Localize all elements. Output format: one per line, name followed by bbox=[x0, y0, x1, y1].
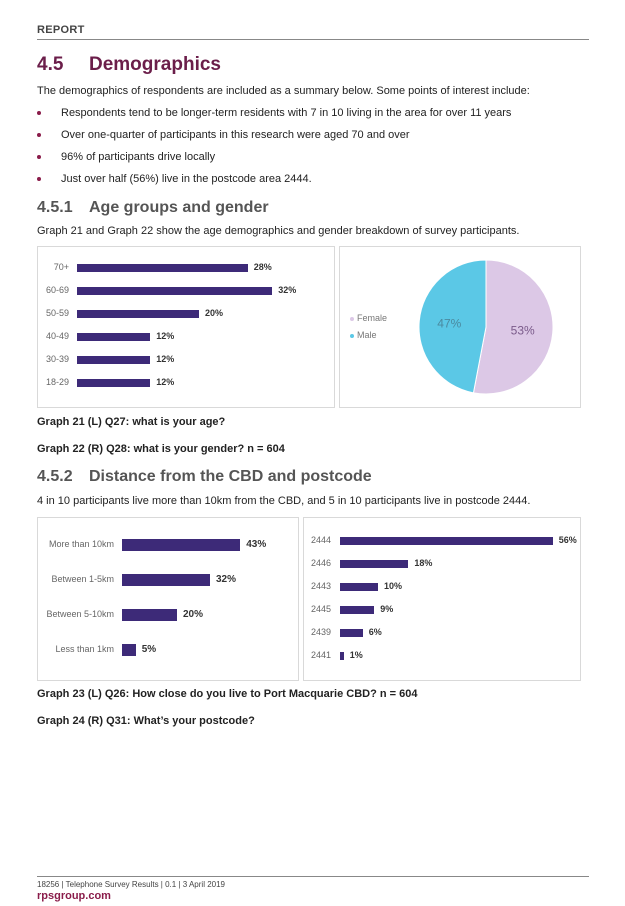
bar bbox=[77, 264, 248, 272]
bar-value-label: 6% bbox=[368, 627, 382, 637]
bar bbox=[340, 629, 363, 637]
bar bbox=[122, 574, 210, 586]
subsection-number: 4.5.2 bbox=[37, 468, 73, 485]
bar bbox=[77, 333, 150, 341]
bar-value-label: 20% bbox=[183, 609, 204, 620]
bar-value-label: 12% bbox=[156, 377, 175, 387]
footer-text: 18256 | Telephone Survey Results | 0.1 | 3 April 2019 bbox=[37, 880, 225, 889]
bullet-dot bbox=[37, 155, 41, 159]
bar bbox=[340, 606, 374, 614]
bar-value-label: 32% bbox=[216, 574, 237, 585]
gender-chart bbox=[339, 246, 581, 408]
bar bbox=[77, 356, 150, 364]
bullet-text: Over one-quarter of participants in this research were aged 70 and over bbox=[61, 129, 410, 141]
age-chart bbox=[37, 246, 335, 408]
legend-male-swatch bbox=[350, 334, 354, 338]
section-heading bbox=[37, 54, 221, 76]
footer-divider bbox=[37, 876, 589, 877]
pie-slice-label: 47% bbox=[437, 316, 462, 331]
subsection-number: 4.5.1 bbox=[37, 199, 73, 216]
bar-value-label: 18% bbox=[414, 558, 433, 568]
bar bbox=[340, 652, 344, 660]
bar-value-label: 43% bbox=[246, 539, 267, 550]
bar-category-label: 70+ bbox=[53, 262, 69, 272]
bar-value-label: 56% bbox=[558, 535, 577, 545]
caption-graph-22: Graph 22 (R) Q28: what is your gender? n = 604 bbox=[37, 443, 285, 455]
subsection-heading bbox=[37, 199, 269, 217]
subsection-title: Age groups and gender bbox=[89, 199, 269, 216]
distance-chart bbox=[37, 517, 299, 681]
bar-value-label: 12% bbox=[156, 331, 175, 341]
bar-category-label: Less than 1km bbox=[55, 644, 114, 654]
legend-male-label: Male bbox=[357, 330, 377, 340]
bar-category-label: 18-29 bbox=[45, 377, 69, 387]
report-header: REPORT bbox=[37, 24, 85, 36]
bullet-item bbox=[37, 129, 597, 143]
intro-paragraph: The demographics of respondents are included as a summary below. Some points of interest include: bbox=[37, 85, 530, 97]
bullet-item bbox=[37, 107, 597, 121]
bar-category-label: 2441 bbox=[311, 650, 332, 660]
bar-category-label: Between 5-10km bbox=[46, 609, 114, 619]
subsection-heading bbox=[37, 468, 372, 486]
bullet-text: 96% of participants drive locally bbox=[61, 151, 216, 163]
legend-male bbox=[350, 330, 377, 340]
bar-value-label: 5% bbox=[141, 644, 157, 655]
bar-category-label: 2443 bbox=[311, 581, 332, 591]
bar bbox=[122, 644, 136, 656]
bar-value-label: 9% bbox=[380, 604, 394, 614]
bar-category-label: More than 10km bbox=[48, 539, 114, 549]
bar-category-label: Between 1-5km bbox=[51, 574, 114, 584]
bar bbox=[77, 310, 199, 318]
bullet-dot bbox=[37, 177, 41, 181]
bullet-item bbox=[37, 151, 597, 165]
bar bbox=[340, 537, 553, 545]
section-title: Demographics bbox=[89, 54, 221, 75]
bar-category-label: 2444 bbox=[311, 535, 332, 545]
footer-brand[interactable]: rpsgroup.com bbox=[37, 890, 111, 902]
bullet-item bbox=[37, 173, 597, 187]
gender-pie bbox=[416, 257, 556, 397]
section-number: 4.5 bbox=[37, 54, 64, 75]
legend-female bbox=[350, 313, 387, 323]
subsection-title: Distance from the CBD and postcode bbox=[89, 468, 372, 485]
bar-category-label: 2445 bbox=[311, 604, 332, 614]
subsection-text: Graph 21 and Graph 22 show the age demographics and gender breakdown of survey participants. bbox=[37, 225, 520, 237]
bar bbox=[122, 539, 240, 551]
bar-category-label: 30-39 bbox=[45, 354, 69, 364]
bar-category-label: 2439 bbox=[311, 627, 332, 637]
bar-value-label: 20% bbox=[205, 308, 224, 318]
bar-category-label: 2446 bbox=[311, 558, 332, 568]
bar bbox=[340, 583, 378, 591]
caption-graph-24: Graph 24 (R) Q31: What’s your postcode? bbox=[37, 715, 255, 727]
bar-value-label: 1% bbox=[349, 650, 363, 660]
caption-graph-23: Graph 23 (L) Q26: How close do you live to Port Macquarie CBD? n = 604 bbox=[37, 688, 418, 700]
bar bbox=[340, 560, 408, 568]
caption-graph-21: Graph 21 (L) Q27: what is your age? bbox=[37, 416, 226, 428]
bullet-text: Just over half (56%) live in the postcode area 2444. bbox=[61, 173, 312, 185]
bullet-dot bbox=[37, 111, 41, 115]
bar bbox=[77, 287, 272, 295]
bar-value-label: 28% bbox=[253, 262, 272, 272]
header-divider bbox=[37, 39, 589, 40]
subsection-text: 4 in 10 participants live more than 10km from the CBD, and 5 in 10 participants live in postcode 2444. bbox=[37, 495, 531, 507]
bar-category-label: 40-49 bbox=[45, 331, 69, 341]
bar bbox=[122, 609, 177, 621]
legend-female-label: Female bbox=[357, 313, 388, 323]
bullet-dot bbox=[37, 133, 41, 137]
legend-female-swatch bbox=[350, 317, 354, 321]
bar-category-label: 50-59 bbox=[45, 308, 69, 318]
bullet-text: Respondents tend to be longer-term residents with 7 in 10 living in the area for over 11 years bbox=[61, 107, 512, 119]
bar-value-label: 12% bbox=[156, 354, 175, 364]
postcode-chart bbox=[303, 517, 581, 681]
bar-category-label: 60-69 bbox=[45, 285, 69, 295]
pie-slice-label: 53% bbox=[510, 323, 535, 338]
bar-value-label: 10% bbox=[384, 581, 403, 591]
bar-value-label: 32% bbox=[278, 285, 297, 295]
bar bbox=[77, 379, 150, 387]
